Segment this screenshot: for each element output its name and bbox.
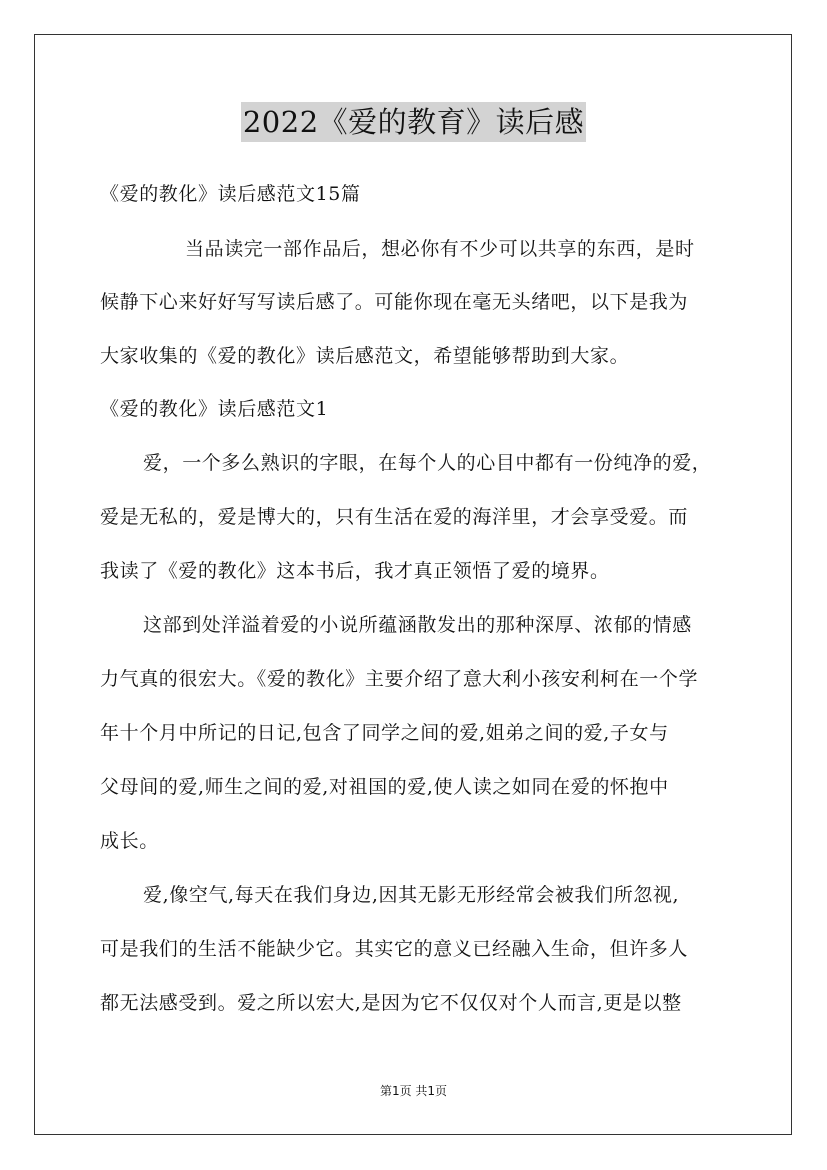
document-title: 2022《爱的教育》读后感 bbox=[241, 102, 586, 142]
paragraph3-line-3: 都无法感受到。爱之所以宏大,是因为它不仅仅对个人而言,更是以整 bbox=[100, 992, 682, 1014]
paragraph3-line-2: 可是我们的生活不能缺少它。其实它的意义已经融入生命，但许多人 bbox=[100, 938, 689, 960]
subtitle: 《爱的教化》读后感范文15篇 bbox=[100, 183, 361, 205]
intro-line-2: 候静下心来好好写写读后感了。可能你现在毫无头绪吧，以下是我为 bbox=[100, 291, 689, 313]
paragraph1-line-2: 爱是无私的，爱是博大的，只有生活在爱的海洋里，才会享受爱。而 bbox=[100, 506, 689, 528]
page-footer: 第1页 共1页 bbox=[379, 1084, 448, 1098]
paragraph1-line-1: 爱，一个多么熟识的字眼，在每个人的心目中都有一份纯净的爱， bbox=[143, 452, 712, 474]
intro-line-3: 大家收集的《爱的教化》读后感范文，希望能够帮助到大家。 bbox=[100, 345, 630, 367]
section-heading: 《爱的教化》读后感范文1 bbox=[100, 398, 329, 420]
paragraph1-line-3: 我读了《爱的教化》这本书后，我才真正领悟了爱的境界。 bbox=[100, 560, 610, 582]
paragraph2-line-1: 这部到处洋溢着爱的小说所蕴涵散发出的那种深厚、浓郁的情感 bbox=[143, 614, 692, 636]
paragraph2-line-5: 成长。 bbox=[100, 830, 159, 852]
paragraph2-line-4: 父母间的爱,师生之间的爱,对祖国的爱,使人读之如同在爱的怀抱中 bbox=[100, 776, 669, 798]
paragraph2-line-3: 年十个月中所记的日记,包含了同学之间的爱,姐弟之间的爱,子女与 bbox=[100, 722, 669, 744]
paragraph2-line-2: 力气真的很宏大。《爱的教化》主要介绍了意大利小孩安利柯在一个学 bbox=[100, 668, 699, 690]
paragraph3-line-1: 爱,像空气,每天在我们身边,因其无影无形经常会被我们所忽视, bbox=[143, 884, 680, 906]
title-container bbox=[0, 102, 827, 142]
intro-line-1: 当品读完一部作品后，想必你有不少可以共享的东西，是时 bbox=[185, 238, 695, 260]
